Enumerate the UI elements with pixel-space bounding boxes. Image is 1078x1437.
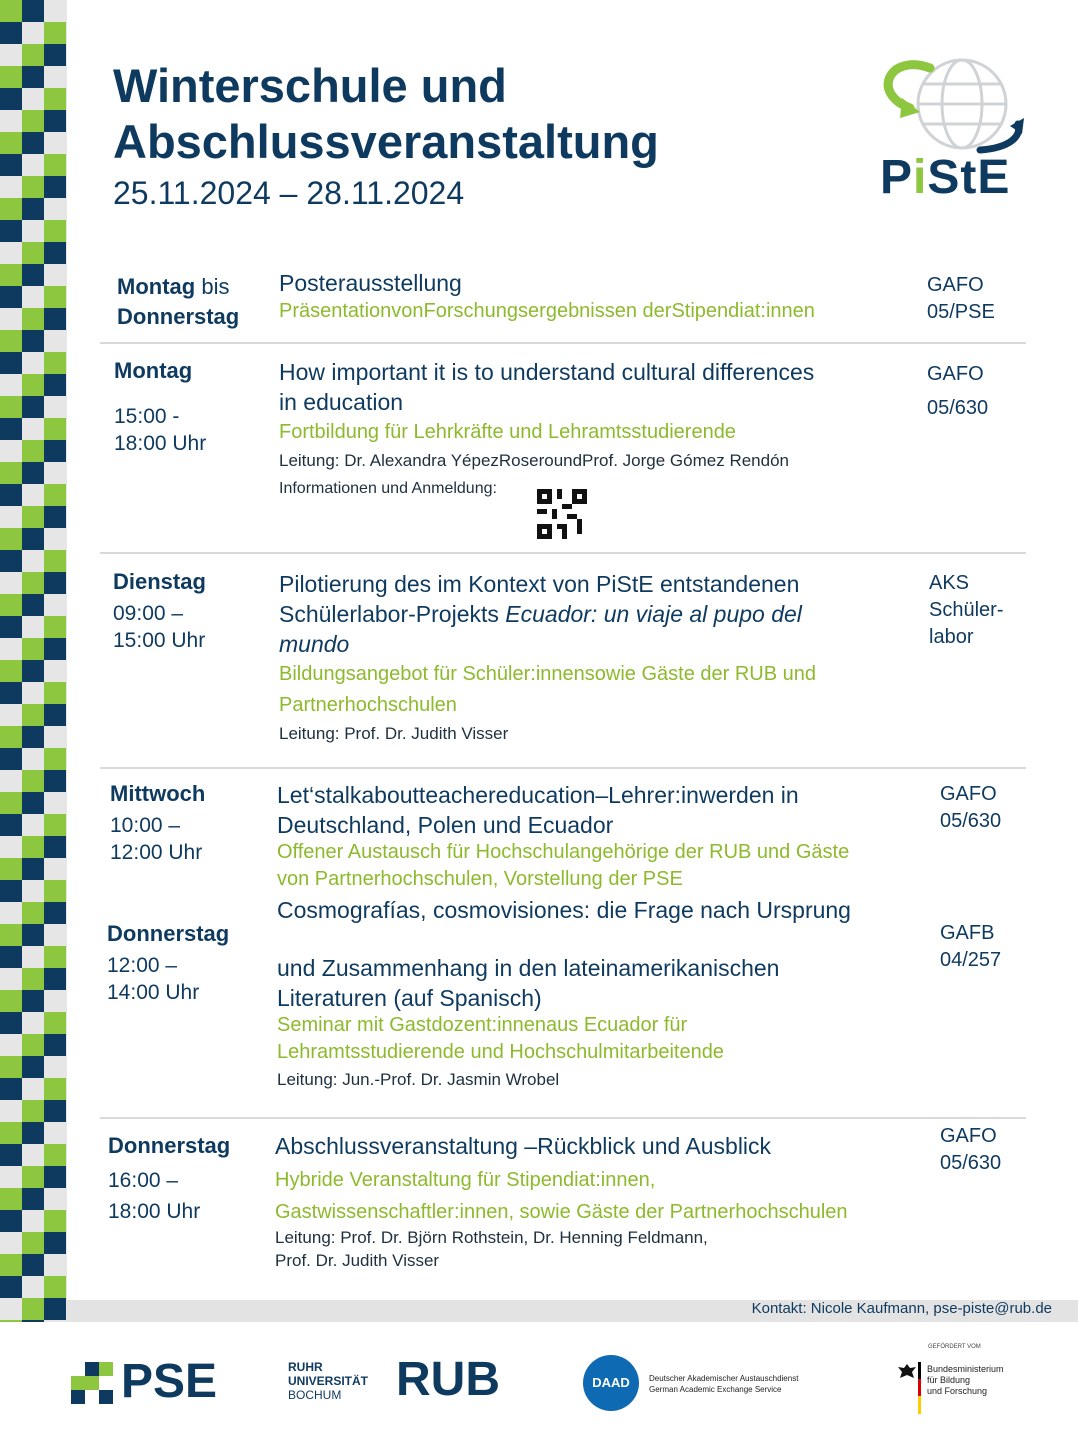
checker-cell xyxy=(0,1298,22,1320)
footer xyxy=(0,1322,1078,1437)
checker-cell xyxy=(0,924,22,946)
checker-cell xyxy=(22,418,44,440)
event-time: 09:00 – 15:00 Uhr xyxy=(113,602,206,652)
checker-cell xyxy=(0,1254,22,1276)
checker-cell xyxy=(0,264,22,286)
bmbf-top-text: GEFÖRDERT VOM xyxy=(928,1344,981,1350)
checker-cell xyxy=(22,242,44,264)
event-day: Dienstag xyxy=(113,569,206,594)
checker-cell xyxy=(0,1012,22,1034)
checker-cell xyxy=(0,1100,22,1122)
checker-cell xyxy=(22,440,44,462)
checker-cell xyxy=(44,880,66,902)
checker-cell xyxy=(22,748,44,770)
checker-cell xyxy=(0,616,22,638)
checker-cell xyxy=(22,726,44,748)
checker-cell xyxy=(22,902,44,924)
event-day: Mittwoch xyxy=(110,781,206,806)
checker-cell xyxy=(0,836,22,858)
checker-cell xyxy=(44,1298,66,1320)
checker-cell xyxy=(22,682,44,704)
checker-cell xyxy=(44,44,66,66)
checker-cell xyxy=(44,264,66,286)
checker-cell xyxy=(44,660,66,682)
page-title: Winterschule und Abschlussveranstaltung xyxy=(113,59,659,168)
checker-cell xyxy=(22,1056,44,1078)
checker-cell xyxy=(44,858,66,880)
checker-cell xyxy=(44,770,66,792)
checker-cell xyxy=(0,286,22,308)
event-day: Donnerstag xyxy=(107,921,230,946)
checker-cell xyxy=(0,88,22,110)
checker-cell xyxy=(0,66,22,88)
event-time: 12:00 – 14:00 Uhr xyxy=(107,954,200,1004)
checker-cell xyxy=(44,1100,66,1122)
checker-cell xyxy=(0,814,22,836)
pse-logo-text: PSE xyxy=(121,1355,218,1408)
checker-cell xyxy=(22,22,44,44)
checker-cell xyxy=(22,924,44,946)
checker-cell xyxy=(22,1012,44,1034)
checker-cell xyxy=(0,132,22,154)
checker-cell xyxy=(44,110,66,132)
checker-cell xyxy=(22,660,44,682)
checker-cell xyxy=(22,374,44,396)
checker-cell xyxy=(0,1276,22,1298)
checker-cell xyxy=(22,308,44,330)
checker-cell xyxy=(44,594,66,616)
checker-cell xyxy=(22,154,44,176)
checker-cell xyxy=(22,594,44,616)
checker-cell xyxy=(0,748,22,770)
piste-logo xyxy=(870,48,1030,208)
checker-cell xyxy=(44,198,66,220)
checker-cell xyxy=(0,374,22,396)
checker-cell xyxy=(0,242,22,264)
checker-cell xyxy=(22,220,44,242)
checker-cell xyxy=(0,110,22,132)
checker-cell xyxy=(0,352,22,374)
checker-cell xyxy=(0,660,22,682)
checker-cell xyxy=(22,396,44,418)
checker-cell xyxy=(44,1078,66,1100)
checker-cell xyxy=(44,814,66,836)
checker-cell xyxy=(0,308,22,330)
checker-cell xyxy=(44,242,66,264)
checker-cell xyxy=(0,1166,22,1188)
checker-cell xyxy=(44,1188,66,1210)
checker-cell xyxy=(22,1210,44,1232)
checker-cell xyxy=(22,88,44,110)
checker-cell xyxy=(44,154,66,176)
checker-cell xyxy=(44,374,66,396)
checker-cell xyxy=(0,1144,22,1166)
checker-cell xyxy=(44,1144,66,1166)
checker-cell xyxy=(22,880,44,902)
checker-cell xyxy=(22,176,44,198)
checker-cell xyxy=(0,484,22,506)
checker-cell xyxy=(44,1034,66,1056)
event-lead: Leitung: Jun.-Prof. Dr. Jasmin Wrobel xyxy=(277,1070,560,1089)
checker-cell xyxy=(22,1144,44,1166)
checker-cell xyxy=(0,946,22,968)
checker-cell xyxy=(22,264,44,286)
checker-cell xyxy=(44,286,66,308)
checker-cell xyxy=(44,418,66,440)
checker-cell xyxy=(0,506,22,528)
checker-cell xyxy=(0,594,22,616)
checker-cell xyxy=(0,1188,22,1210)
checker-cell xyxy=(44,1012,66,1034)
checker-cell xyxy=(22,572,44,594)
checker-cell xyxy=(22,968,44,990)
checker-cell xyxy=(44,550,66,572)
event-room: GAFB 04/257 xyxy=(940,922,1002,971)
checker-cell xyxy=(22,1078,44,1100)
checker-cell xyxy=(44,682,66,704)
rub-logo-text: RUB xyxy=(396,1353,500,1406)
checker-cell xyxy=(22,792,44,814)
checker-cell xyxy=(22,638,44,660)
event-room: GAFO 05/630 xyxy=(940,783,1002,832)
checker-cell xyxy=(22,858,44,880)
checker-cell xyxy=(0,1078,22,1100)
checker-cell xyxy=(44,1210,66,1232)
checker-cell xyxy=(0,1210,22,1232)
german-flag-stripe xyxy=(918,1362,921,1414)
bmbf-text: Bundesministerium für Bildung und Forschung xyxy=(927,1364,1004,1396)
event-room: AKS Schüler- labor xyxy=(929,572,1004,648)
event-title: Abschlussveranstaltung –Rückblick und Ausblick xyxy=(275,1133,772,1159)
checker-cell xyxy=(44,924,66,946)
checker-cell xyxy=(22,814,44,836)
checker-cell xyxy=(44,792,66,814)
event-room: GAFO 05/630 xyxy=(927,363,989,419)
checker-cell xyxy=(0,880,22,902)
globe-icon xyxy=(870,48,1030,158)
event-lead: Leitung: Prof. Dr. Björn Rothstein, Dr. Henning Feldmann, Prof. Dr. Judith Visser xyxy=(275,1228,708,1270)
checker-cell xyxy=(0,528,22,550)
checker-cell xyxy=(0,154,22,176)
daad-logo: DAAD xyxy=(583,1355,639,1411)
checker-cell xyxy=(44,990,66,1012)
event-subtitle: Fortbildung für Lehrkräfte und Lehramtsstudierende xyxy=(279,421,736,443)
checker-cell xyxy=(44,22,66,44)
checker-cell xyxy=(22,198,44,220)
checker-cell xyxy=(22,1100,44,1122)
checker-cell xyxy=(22,1188,44,1210)
checker-cell xyxy=(22,0,44,22)
checker-cell xyxy=(0,990,22,1012)
checker-cell xyxy=(0,198,22,220)
checker-cell xyxy=(22,946,44,968)
checker-cell xyxy=(44,330,66,352)
checker-cell xyxy=(22,1232,44,1254)
qr-code-icon[interactable] xyxy=(537,489,587,539)
checker-cell xyxy=(44,88,66,110)
checker-cell xyxy=(44,704,66,726)
checker-cell xyxy=(44,176,66,198)
checker-cell xyxy=(22,1166,44,1188)
info-label: Informationen und Anmeldung: xyxy=(279,480,497,497)
checker-cell xyxy=(0,440,22,462)
checker-cell xyxy=(0,572,22,594)
checker-cell xyxy=(44,308,66,330)
checker-cell xyxy=(44,1254,66,1276)
checker-cell xyxy=(44,352,66,374)
event-lead: Leitung: Dr. Alexandra YépezRoseroundProf. Jorge Gómez Rendón xyxy=(279,451,789,470)
checker-cell xyxy=(22,462,44,484)
event-day: Montag xyxy=(114,358,193,383)
checker-cell xyxy=(0,22,22,44)
event-day: Montag bis Donnerstag xyxy=(117,274,240,329)
checker-cell xyxy=(0,396,22,418)
checker-cell xyxy=(44,132,66,154)
checker-cell xyxy=(0,638,22,660)
divider xyxy=(100,552,1026,554)
checker-cell xyxy=(44,968,66,990)
checker-cell xyxy=(0,1034,22,1056)
checker-cell xyxy=(0,682,22,704)
event-subtitle: Bildungsangebot für Schüler:innensowie Gäste der RUB und Partnerhochschulen xyxy=(279,663,816,716)
checker-cell xyxy=(0,704,22,726)
checker-cell xyxy=(22,286,44,308)
event-title: Let‘stalkaboutteachereducation–Lehrer:inwerden in Deutschland, Polen und Ecuador xyxy=(277,782,799,838)
checker-cell xyxy=(44,1166,66,1188)
checker-cell xyxy=(44,528,66,550)
checker-cell xyxy=(0,902,22,924)
divider xyxy=(100,767,1026,769)
event-day: Donnerstag xyxy=(108,1133,231,1158)
event-title: Pilotierung des im Kontext von PiStE entstandenen Schülerlabor-Projekts Ecuador: un viaje al pupo del mundo xyxy=(279,571,802,657)
checker-cell xyxy=(22,616,44,638)
pse-mark-icon xyxy=(71,1362,117,1404)
checker-cell xyxy=(22,110,44,132)
checker-cell xyxy=(44,484,66,506)
checker-cell xyxy=(44,638,66,660)
event-time: 15:00 - 18:00 Uhr xyxy=(114,405,207,455)
event-title: Cosmografías, cosmovisiones: die Frage nach Ursprung xyxy=(277,897,851,923)
checker-cell xyxy=(22,1122,44,1144)
checker-cell xyxy=(44,902,66,924)
checker-cell xyxy=(22,484,44,506)
checker-cell xyxy=(44,748,66,770)
checker-cell xyxy=(44,220,66,242)
checker-cell xyxy=(44,726,66,748)
checker-cell xyxy=(44,506,66,528)
checker-cell xyxy=(44,836,66,858)
checker-cell xyxy=(44,572,66,594)
checker-cell xyxy=(22,352,44,374)
divider xyxy=(100,342,1026,344)
checker-cell xyxy=(0,1122,22,1144)
checker-cell xyxy=(44,462,66,484)
checker-cell xyxy=(22,528,44,550)
checker-cell xyxy=(22,132,44,154)
checker-cell xyxy=(44,1276,66,1298)
checker-cell xyxy=(22,704,44,726)
checker-cell xyxy=(0,792,22,814)
event-room: GAFO 05/PSE xyxy=(927,274,995,323)
checker-cell xyxy=(22,1254,44,1276)
checker-cell xyxy=(44,396,66,418)
checker-cell xyxy=(22,1034,44,1056)
bmbf-eagle-icon xyxy=(896,1362,918,1389)
checker-cell xyxy=(0,418,22,440)
checker-cell xyxy=(22,506,44,528)
checker-cell xyxy=(0,1232,22,1254)
event-subtitle: Offener Austausch für Hochschulangehörige der RUB und Gäste von Partnerhochschulen, Vorstellung der PSE xyxy=(277,841,850,890)
checker-cell xyxy=(0,330,22,352)
checker-cell xyxy=(44,1056,66,1078)
checker-cell xyxy=(0,726,22,748)
checker-cell xyxy=(44,440,66,462)
event-subtitle: Hybride Veranstaltung für Stipendiat:innen, Gastwissenschaftler:innen, sowie Gäste der Partnerhochschulen xyxy=(275,1169,848,1223)
checker-cell xyxy=(22,1276,44,1298)
checker-cell xyxy=(22,44,44,66)
checker-cell xyxy=(22,550,44,572)
event-title: Posterausstellung xyxy=(279,270,462,296)
checker-cell xyxy=(44,66,66,88)
event-title-cont: und Zusammenhang in den lateinamerikanischen Literaturen (auf Spanisch) xyxy=(277,955,780,1011)
event-time: 16:00 – 18:00 Uhr xyxy=(108,1169,201,1223)
piste-logo-text: PiStE xyxy=(880,151,1011,204)
checkered-border xyxy=(0,0,67,1322)
checker-cell xyxy=(22,836,44,858)
checker-cell xyxy=(0,550,22,572)
checker-cell xyxy=(0,0,22,22)
event-room: GAFO 05/630 xyxy=(940,1125,1002,1174)
daad-text: Deutscher Akademischer Austauschdienst German Academic Exchange Service xyxy=(649,1374,799,1394)
checker-cell xyxy=(0,968,22,990)
checker-cell xyxy=(0,44,22,66)
checker-cell xyxy=(22,330,44,352)
checker-cell xyxy=(22,990,44,1012)
divider xyxy=(100,1117,1026,1119)
checker-cell xyxy=(44,946,66,968)
event-subtitle: Seminar mit Gastdozent:innenaus Ecuador für Lehramtsstudierende und Hochschulmitarbeitende xyxy=(277,1014,724,1063)
checker-cell xyxy=(0,858,22,880)
checker-cell xyxy=(22,1298,44,1320)
event-lead: Leitung: Prof. Dr. Judith Visser xyxy=(279,724,509,743)
contact-info[interactable]: Kontakt: Nicole Kaufmann, pse-piste@rub.de xyxy=(751,1300,1052,1317)
checker-cell xyxy=(0,462,22,484)
checker-cell xyxy=(44,616,66,638)
checker-cell xyxy=(22,770,44,792)
checker-cell xyxy=(22,66,44,88)
rub-small-text: RUHR UNIVERSITÄT BOCHUM xyxy=(288,1360,369,1402)
checker-cell xyxy=(0,220,22,242)
event-subtitle: PräsentationvonForschungsergebnissen derStipendiat:innen xyxy=(279,300,815,322)
event-title: How important it is to understand cultural differences in education xyxy=(279,359,815,415)
event-dates: 25.11.2024 – 28.11.2024 xyxy=(113,175,465,211)
checker-cell xyxy=(44,1122,66,1144)
checker-cell xyxy=(0,770,22,792)
checker-cell xyxy=(44,1232,66,1254)
event-time: 10:00 – 12:00 Uhr xyxy=(110,814,203,864)
checker-cell xyxy=(0,1056,22,1078)
checker-cell xyxy=(44,0,66,22)
checker-cell xyxy=(0,176,22,198)
